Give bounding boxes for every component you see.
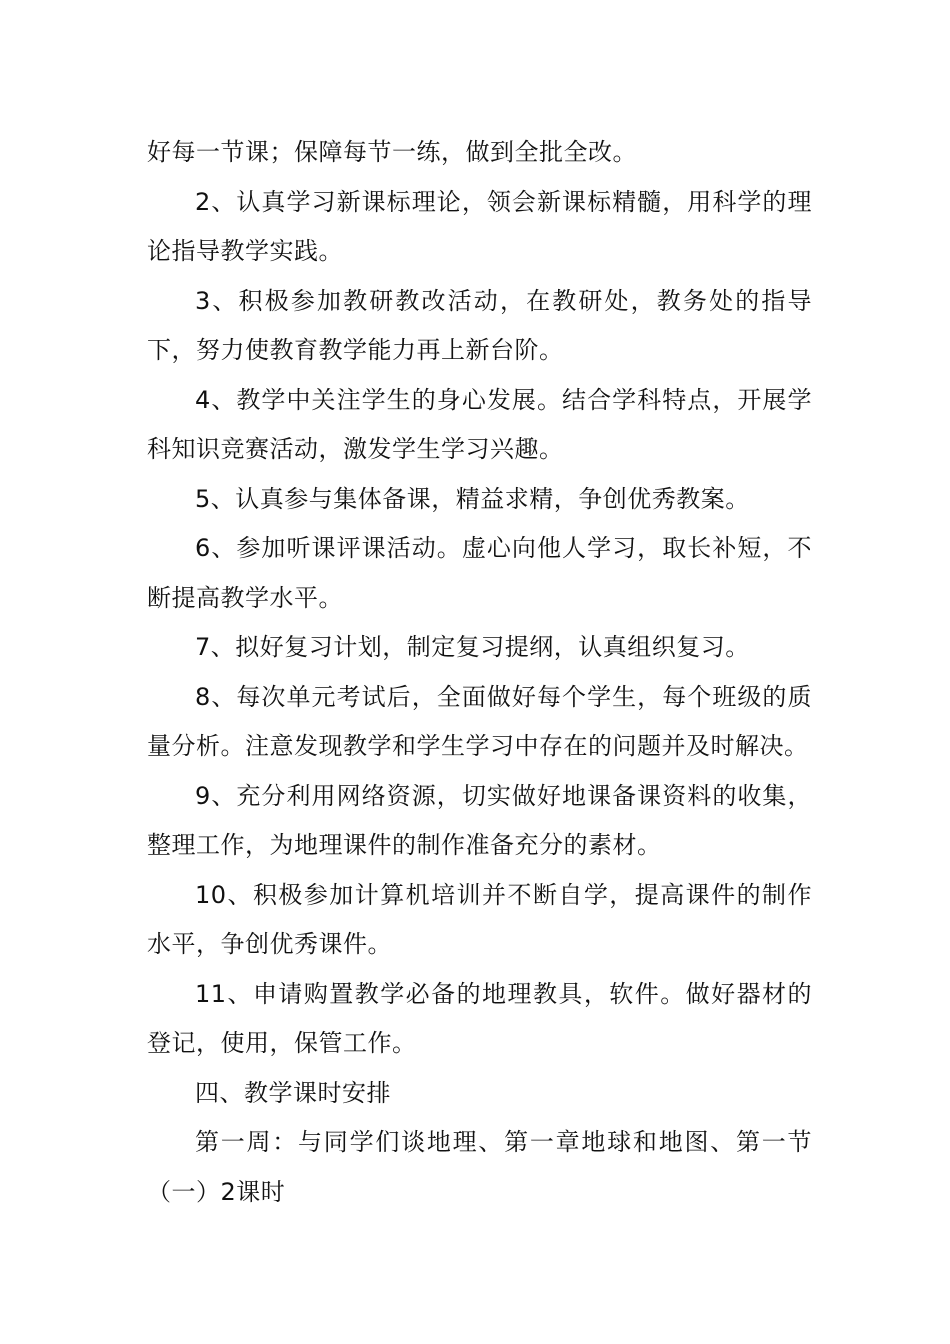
paragraph-item-5: 5、认真参与集体备课，精益求精，争创优秀教案。 [195,484,750,513]
paragraph-item-4: 4、教学中关注学生的身心发展。结合学科特点，开展学科知识竞赛活动，激发学生学习兴趣。 [147,385,812,463]
paragraph-item-3: 3、积极参加教研教改活动，在教研处，教务处的指导下，努力使教育教学能力再上新台阶。 [147,286,812,364]
paragraph-item-11: 11、申请购置教学必备的地理教具，软件。做好器材的登记，使用，保管工作。 [147,979,812,1057]
paragraph-item-6: 6、参加听课评课活动。虚心向他人学习，取长补短，不断提高教学水平。 [147,534,812,612]
paragraph-continuation: 好每一节课；保障每节一练，做到全批全改。 [147,138,637,166]
paragraph-item-7: 7、拟好复习计划，制定复习提纲，认真组织复习。 [195,633,750,661]
section-heading: 四、教学课时安排 [195,1078,391,1107]
paragraph-item-8: 8、每次单元考试后，全面做好每个学生，每个班级的质量分析。注意发现教学和学生学习中存在的问题并及时解决。 [147,682,812,760]
paragraph-item-9: 9、充分利用网络资源，切实做好地课备课资料的收集，整理工作，为地理课件的制作准备充分的素材。 [147,781,812,859]
paragraph-item-10: 10、积极参加计算机培训并不断自学，提高课件的制作水平，争创优秀课件。 [147,880,812,958]
paragraph-item-2: 2、认真学习新课标理论，领会新课标精髓，用科学的理论指导教学实践。 [147,187,812,265]
document-body [147,128,812,1217]
schedule-week-1: 第一周：与同学们谈地理、第一章地球和地图、第一节（一）2课时 [147,1128,812,1206]
